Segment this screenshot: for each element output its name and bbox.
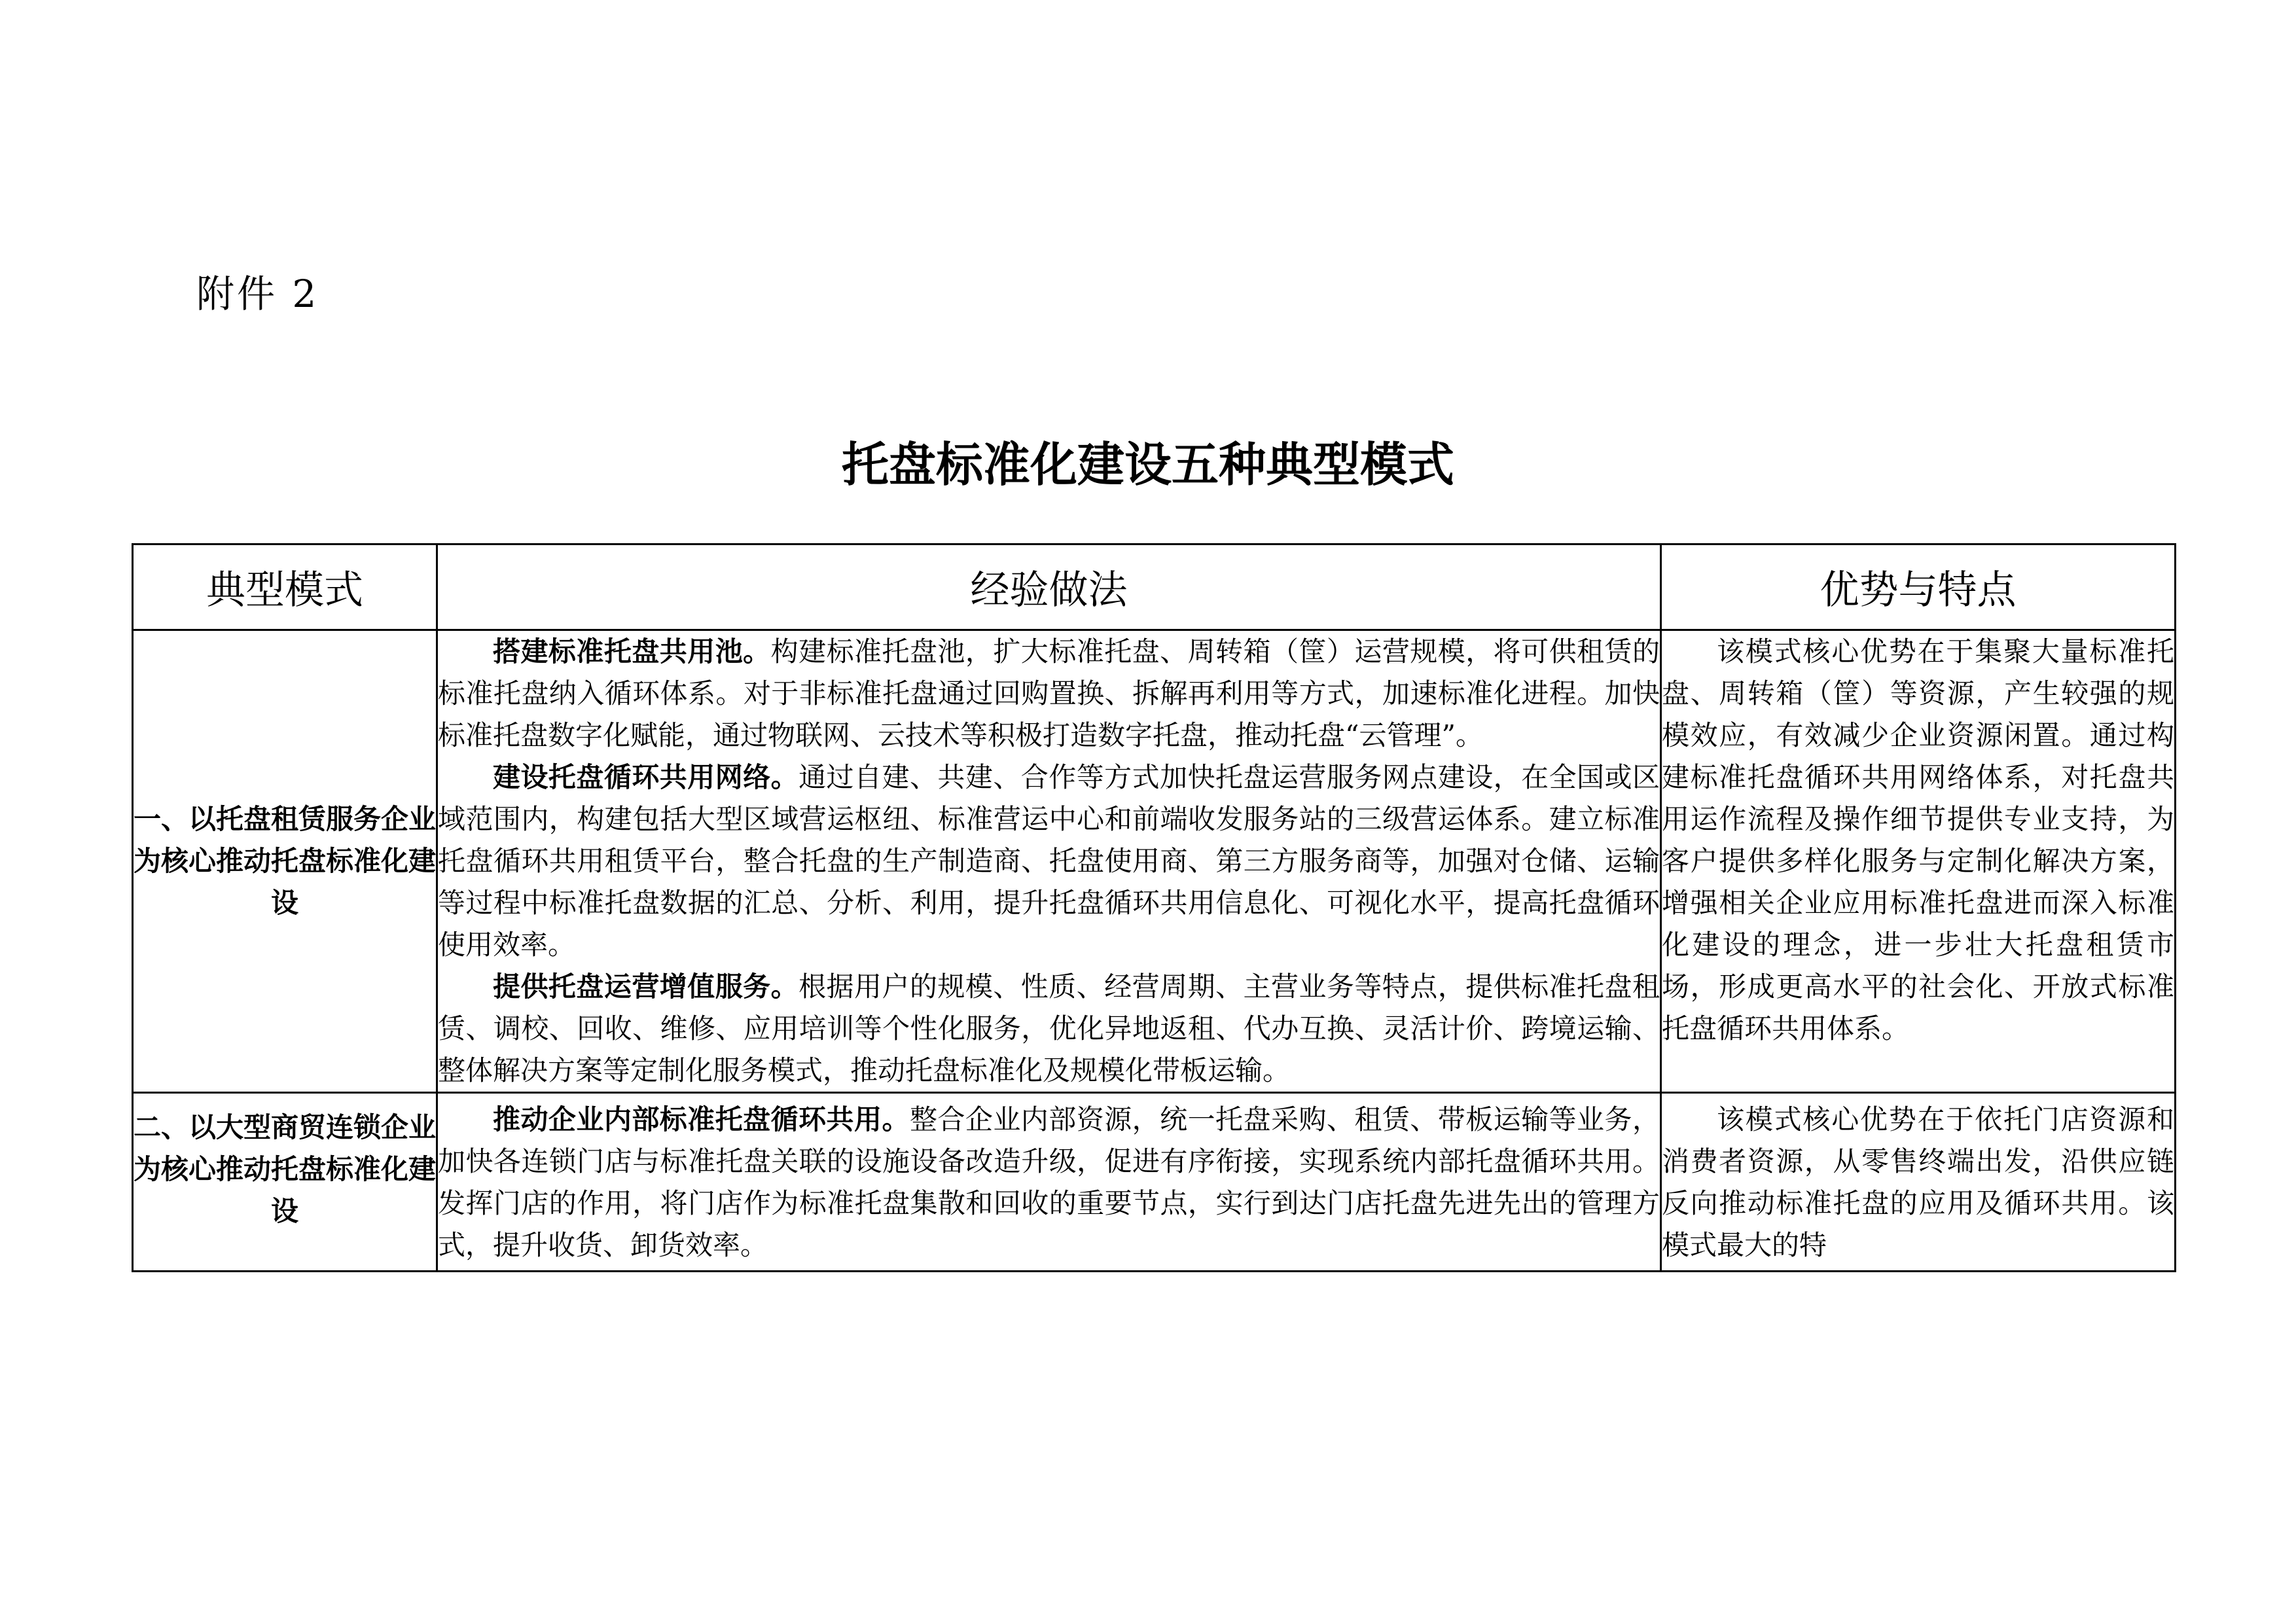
advantage-text: 该模式核心优势在于集聚大量标准托盘、周转箱（筐）等资源，产生较强的规模效应，有效减少企业资源闲置。通过构建标准托盘循环共用网络体系，对托盘共用运作流程及操作细节提供专业支持，为客户提供多样化服务与定制化解决方案，增强相关企业应用标准托盘进而深入标准化建设的理念，进一步壮大托盘租赁市场，形成更高水平的社会化、开放式标准托盘循环共用体系。 (1662, 635, 2174, 1044)
practice-paragraph (438, 757, 1660, 966)
practice-cell (437, 630, 1661, 1093)
attachment-label: 附件 2 (196, 272, 319, 316)
practice-lead: 推动企业内部标准托盘循环共用。 (493, 1103, 910, 1135)
practice-cell (437, 1093, 1661, 1272)
practice-text: 整合企业内部资源，统一托盘采购、租赁、带板运输等业务，加快各连锁门店与标准托盘关联的设施设备改造升级，促进有序衔接，实现系统内部托盘循环共用。发挥门店的作用，将门店作为标准托盘集散和回收的重要节点，实行到达门店托盘先进先出的管理方式，提升收货、卸货效率。 (438, 1103, 1660, 1261)
practice-lead: 建设托盘循环共用网络。 (493, 761, 799, 793)
advantage-cell (1661, 1093, 2176, 1272)
practice-paragraph (438, 631, 1660, 757)
practice-lead: 提供托盘运营增值服务。 (493, 971, 799, 1003)
header-practice: 经验做法 (437, 544, 1661, 630)
practice-paragraph (438, 1099, 1660, 1266)
table-header-row (133, 544, 2176, 630)
practice-text: 根据用户的规模、性质、经营周期、主营业务等特点，提供标准托盘租赁、调校、回收、维修、应用培训等个性化服务，优化异地返租、代办互换、灵活计价、跨境运输、整体解决方案等定制化服务模式，推动托盘标准化及规模化带板运输。 (438, 971, 1660, 1086)
header-advantage: 优势与特点 (1661, 544, 2176, 630)
table-row (133, 630, 2176, 1093)
advantage-cell (1661, 630, 2176, 1093)
typical-modes-table (132, 543, 2176, 1272)
table-row (133, 1093, 2176, 1272)
practice-paragraph (438, 966, 1660, 1092)
header-mode: 典型模式 (133, 544, 437, 630)
document-title: 托盘标准化建设五种典型模式 (841, 437, 1454, 492)
practice-text: 构建标准托盘池，扩大标准托盘、周转箱（筐）运营规模，将可供租赁的标准托盘纳入循环体系。对于非标准托盘通过回购置换、拆解再利用等方式，加速标准化进程。加快标准托盘数字化赋能，通过物联网、云技术等积极打造数字托盘，推动托盘“云管理”。 (438, 635, 1660, 751)
practice-text: 通过自建、共建、合作等方式加快托盘运营服务网点建设，在全国或区域范围内，构建包括大型区域营运枢纽、标准营运中心和前端收发服务站的三级营运体系。建立标准托盘循环共用租赁平台，整合托盘的生产制造商、托盘使用商、第三方服务商等，加强对仓储、运输等过程中标准托盘数据的汇总、分析、利用，提升托盘循环共用信息化、可视化水平，提高托盘循环使用效率。 (438, 761, 1660, 961)
advantage-text: 该模式核心优势在于依托门店资源和消费者资源，从零售终端出发，沿供应链反向推动标准托盘的应用及循环共用。该模式最大的特 (1662, 1103, 2174, 1261)
mode-cell: 一、以托盘租赁服务企业为核心推动托盘标准化建设 (133, 630, 437, 1093)
practice-lead: 搭建标准托盘共用池。 (493, 635, 771, 668)
mode-cell: 二、以大型商贸连锁企业为核心推动托盘标准化建设 (133, 1093, 437, 1272)
